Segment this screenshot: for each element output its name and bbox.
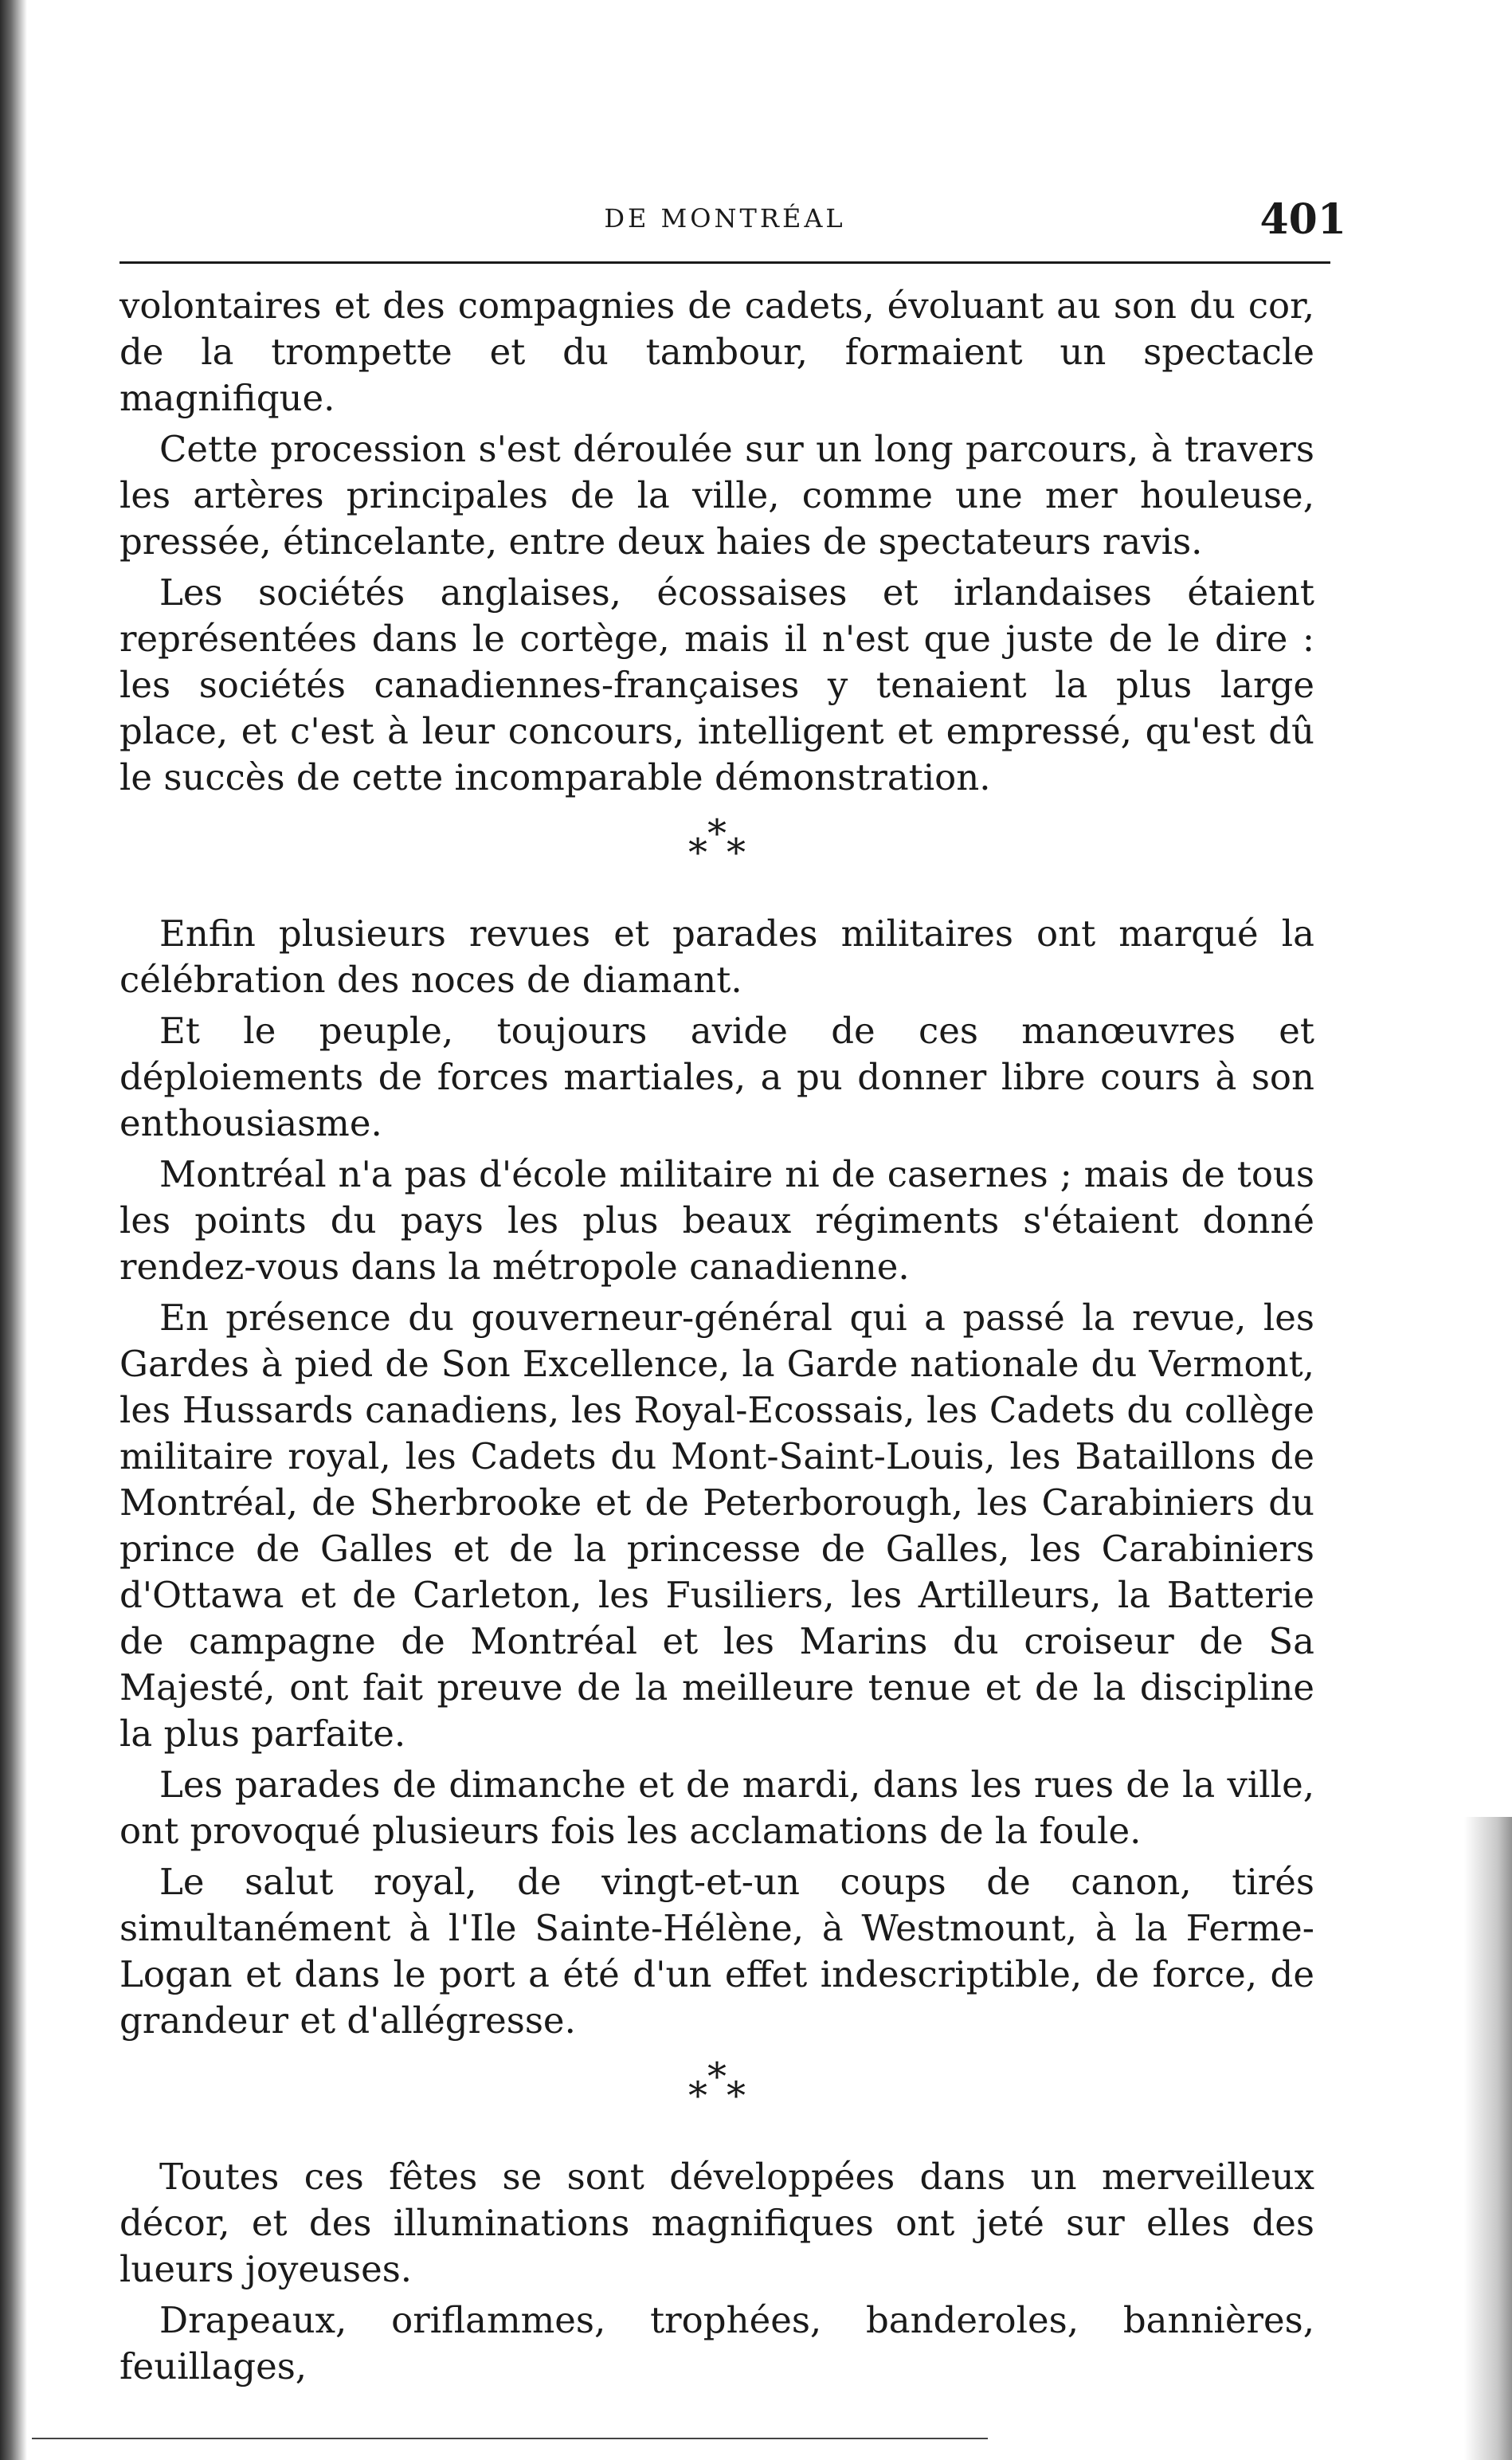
header-rule [119,261,1330,264]
running-title: DE MONTRÉAL [604,203,846,233]
page-body [119,283,1314,2395]
paragraph: Cette procession s'est déroulée sur un long parcours, à travers les artères principales de la ville, comme une mer houleuse, pressée, étincelante, entre deux haies de spectateurs ravis. [119,428,1314,563]
asterism-star: * [688,830,707,875]
paragraph: Drapeaux, oriflammes, trophées, banderoles, bannières, feuillages, [119,2299,1314,2387]
paragraph: Toutes ces fêtes se sont développées dans un merveilleux décor, et des illuminations magnifiques ont jeté sur elles des lueurs joyeuses. [119,2156,1314,2290]
section-2 [119,911,1314,2044]
asterism-star: * [688,2074,707,2118]
scan-edge-noise [1464,1817,1512,2460]
asterism-divider [119,811,1314,876]
paragraph: Les parades de dimanche et de mardi, dans les rues de la ville, ont provoqué plusieurs fois les acclamations de la foule. [119,1764,1314,1852]
paragraph: Enfin plusieurs revues et parades militaires ont marqué la célébration des noces de diamant. [119,912,1314,1001]
asterism-star: * [727,830,746,875]
asterism-divider [119,2054,1314,2119]
paragraph: Et le peuple, toujours avide de ces manœuvres et déploiements de forces martiales, a pu donner libre cours à son enthousiasme. [119,1010,1314,1144]
paragraph: Montréal n'a pas d'école militaire ni de casernes ; mais de tous les points du pays les plus beaux régiments s'étaient donné rendez-vous dans la métropole canadienne. [119,1153,1314,1288]
page-number: 401 [1259,195,1346,244]
paragraph: volontaires et des compagnies de cadets, évoluant au son du cor, de la trompette et du tambour, formaient un spectacle magnifique. [119,284,1314,419]
scan-bottom-line [32,2438,988,2439]
asterism-star: * [727,2074,746,2118]
paragraph: Les sociétés anglaises, écossaises et irlandaises étaient représentées dans le cortège, mais il n'est que juste de le dire : les sociétés canadiennes-françaises y tenaient la plus large place, et c'est à leur concours, intelligent et empressé, qu'est dû le succès de cette incomparable démonstration. [119,571,1314,798]
section-3 [119,2154,1314,2390]
section-1 [119,283,1314,801]
paragraph: Le salut royal, de vingt-et-un coups de canon, tirés simultanément à l'Ile Sainte-Hélène, à Westmount, à la Ferme-Logan et dans le port a été d'un effet indescriptible, de force, de grandeur et d'allégresse. [119,1861,1314,2042]
running-head [119,195,1346,251]
page-edge-shadow [0,0,27,2460]
asterism-star: * [707,811,727,856]
asterism-star: * [707,2054,727,2099]
paragraph: En présence du gouverneur-général qui a passé la revue, les Gardes à pied de Son Excellence, la Garde nationale du Vermont, les Hussards canadiens, les Royal-Ecossais, les Cadets du collège militaire royal, les Cadets du Mont-Saint-Louis, les Bataillons de Montréal, de Sherbrooke et de Peterborough, les Carabiniers du prince de Galles et de la princesse de Galles, les Carabiniers d'Ottawa et de Carleton, les Fusiliers, les Artilleurs, la Batterie de campagne de Montréal et les Marins du croiseur de Sa Majesté, ont fait preuve de la meilleure tenue et de la discipline la plus parfaite. [119,1297,1314,1755]
